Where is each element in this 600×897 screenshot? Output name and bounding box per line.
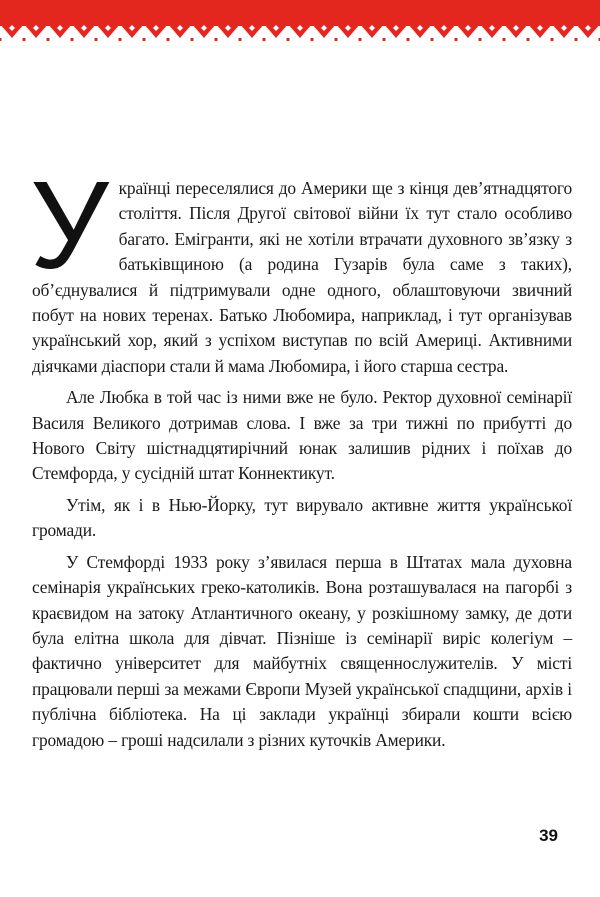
ornament-dot: [383, 38, 386, 41]
ornament-dot: [431, 38, 434, 41]
ornament-dot: [575, 38, 578, 41]
paragraph-2: Але Любка в той час із ними вже не було. Ректор духовної семінарії Василя Великого дотримав слова. І вже за три тижні по прибутті до Нового Світу шістнадцятирічний юнак залишив рідних і поїхав до Стемфорда, у сусідній штат Коннектикут.: [32, 387, 572, 484]
ornament-dot: [143, 38, 146, 41]
ornament-dot: [23, 38, 26, 41]
paragraph-4: У Стемфорді 1933 року з’явилася перша в Штатах мала духовна семінарія українських греко-католиків. Вона розташувалася на пагорбі з краєвидом на затоку Атлантичного океану, у розкішному замку, де доти була елітна школа для дівчат. Пізніше із семінарії виріс колегіум – фактично університет для майбутніх священнослужителів. У місті працювали перші за межами Європи Музей української спадщини, архів і публічна бібліотека. На ці заклади українці збирали кошти всією громадою – гроші надсилали з різних куточків Америки.: [32, 551, 572, 750]
paragraph-1-text: країнці переселялися до Америки ще з кінця дев’ятнадцятого століття. Після Другої світової війни їх тут стало особливо багато. Емігранти, які не хотіли втрачати духовного зв’язку з батьківщиною (а родина Гузарів була саме з таких), об’єднувалися й підтримували одне одного, облаштовуючи звичний побут на нових теренах. Батько Любомира, наприклад, і тут організував український хор, який з успіхом виступав по всій Америці. Активними діячками діаспори стали й мама Любомира, і його старша сестра.: [32, 178, 572, 376]
ornament-dot: [0, 38, 2, 41]
ornament-dot: [551, 38, 554, 41]
ornament-dot: [455, 38, 458, 41]
ornament-dot: [215, 38, 218, 41]
ornament-band: [0, 0, 600, 26]
paragraph-1: [30, 157, 572, 379]
ornament-dot: [239, 38, 242, 41]
ornament-dot: [359, 38, 362, 41]
ornament-dot: [287, 38, 290, 41]
page-body: [30, 157, 572, 759]
page-number: 39: [539, 826, 558, 845]
ornament-dot: [311, 38, 314, 41]
ornament-dot: [263, 38, 266, 41]
ornament-dot: [71, 38, 74, 41]
ornament-dot: [167, 38, 170, 41]
ornament-dot: [527, 38, 530, 41]
ornament-dot: [47, 38, 50, 41]
ornament-dot: [95, 38, 98, 41]
ornament-dot: [407, 38, 410, 41]
embroidery-border-icon: [0, 24, 600, 46]
drop-cap: У: [30, 157, 109, 295]
ornament-dot: [503, 38, 506, 41]
ornament-dot: [479, 38, 482, 41]
ornament-dot: [335, 38, 338, 41]
paragraph-3: Утім, як і в Нью-Йорку, тут вирувало активне життя української громади.: [32, 494, 572, 541]
ornament-dot: [119, 38, 122, 41]
ornament-dot: [191, 38, 194, 41]
